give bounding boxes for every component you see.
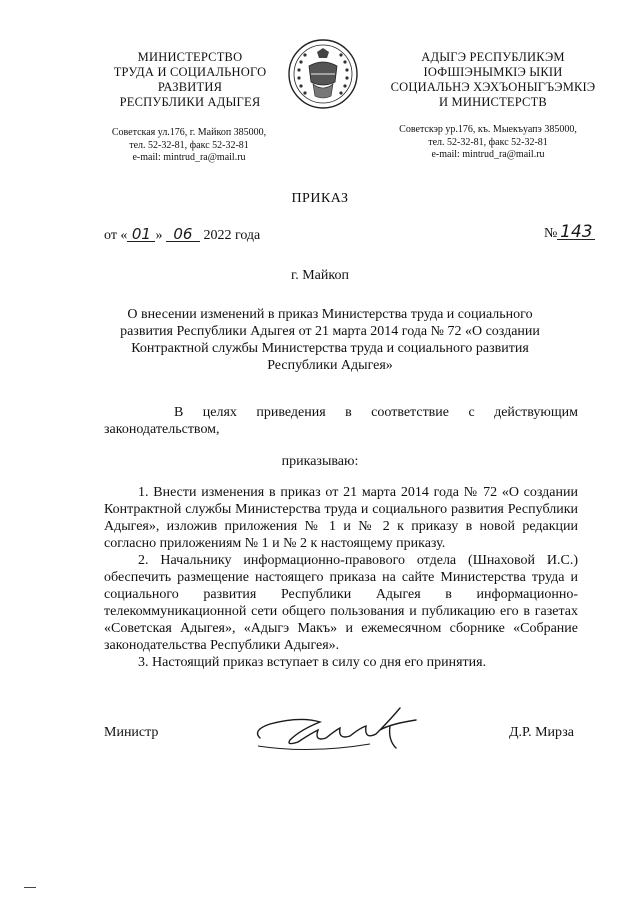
preamble-word: приведения	[256, 405, 326, 420]
order-date	[104, 227, 260, 244]
preamble-word: В	[174, 405, 184, 420]
address-line: e-mail: mintrud_ra@mail.ru	[431, 149, 545, 160]
date-month: 06	[166, 227, 200, 242]
order-item: 3. Настоящий приказ вступает в силу со дня его принятия.	[138, 655, 487, 670]
header-line: ІОФШІЭНЫМКІЭ ЫКІИ	[423, 65, 563, 79]
order-items	[104, 484, 578, 671]
date-separator: »	[155, 228, 163, 243]
header-line: ТРУДА И СОЦИАЛЬНОГО	[113, 65, 267, 79]
address-line: тел. 52-32-81, факс 52-32-81	[129, 139, 249, 151]
order-word: приказываю:	[281, 454, 359, 469]
order-item: 1. Внести изменения в приказ от 21 марта 2014 года № 72 «О создании Контрактной службы Министерства труда и социального развития Республики Адыгея», изложив приложения № 1 и № 2 к приказу в новой редакции согласно приложениям № 1 и № 2 к настоящему приказу.	[104, 485, 578, 551]
header-line: РАЗВИТИЯ	[157, 80, 223, 94]
header-line: АДЫГЭ РЕСПУБЛИКЭМ	[421, 50, 565, 64]
order-number	[544, 222, 595, 242]
date-prefix: от «	[104, 228, 128, 243]
address-ru	[78, 127, 300, 165]
header-line: МИНИСТЕРСТВО	[137, 50, 243, 64]
preamble-word: в	[345, 405, 352, 420]
date-day: 01	[127, 227, 155, 242]
signer-title: Министр	[104, 725, 159, 740]
order-item: 2. Начальнику информационно-правового отдела (Шнаховой И.С.) обеспечить размещение настоящего приказа на сайте Министерства труда и социального развития Республики Адыгея в информационно-телекоммуникационной сети общего пользования и публикацию его в газетах «Советская Адыгея», «Адыгэ Макъ» и ежемесячном сборнике «Собрание законодательства Республики Адыгея».	[104, 553, 578, 653]
preamble-word: с	[468, 405, 475, 420]
preamble-first-line	[104, 404, 578, 421]
preamble-word: целях	[202, 405, 237, 420]
address-ady	[358, 124, 618, 162]
preamble	[104, 404, 578, 438]
address-line: Советскэр ур.176, къ. Мыекъуапэ 385000,	[399, 124, 577, 135]
document-title: ПРИКАЗ	[291, 191, 349, 206]
header-line: СОЦИАЛЬНЭ ХЭХЪОНЫГЪЭМКІЭ	[390, 80, 596, 94]
number-prefix: №	[544, 226, 558, 241]
city: г. Майкоп	[291, 268, 349, 283]
signer-name: Д.Р. Мирза	[509, 725, 574, 740]
order-subject: О внесении изменений в приказ Министерства труда и социального развития Республики Адыгея от 21 марта 2014 года № 72 «О создании Контрактной службы Министерства труда и социального развития Республики Адыгея»	[120, 307, 540, 373]
preamble-word: действующим	[494, 405, 578, 420]
address-line: e-mail: mintrud_ra@mail.ru	[132, 152, 246, 163]
preamble-word: соответствие	[371, 405, 449, 420]
signature-icon	[240, 700, 440, 760]
header-line: И МИНИСТЕРСТВ	[439, 95, 547, 109]
preamble-end: законодательством,	[104, 422, 220, 437]
republic-emblem-icon	[287, 38, 359, 110]
header-line: РЕСПУБЛИКИ АДЫГЕЯ	[119, 95, 261, 109]
address-line: Советская ул.176, г. Майкоп 385000,	[111, 127, 267, 138]
address-line: тел. 52-32-81, факс 52-32-81	[428, 136, 548, 148]
header-ministry-ady	[375, 50, 611, 110]
number-value: 143	[557, 225, 595, 240]
page-mark	[24, 887, 36, 888]
header-ministry-ru	[92, 50, 288, 110]
date-suffix: 2022 года	[203, 228, 261, 243]
